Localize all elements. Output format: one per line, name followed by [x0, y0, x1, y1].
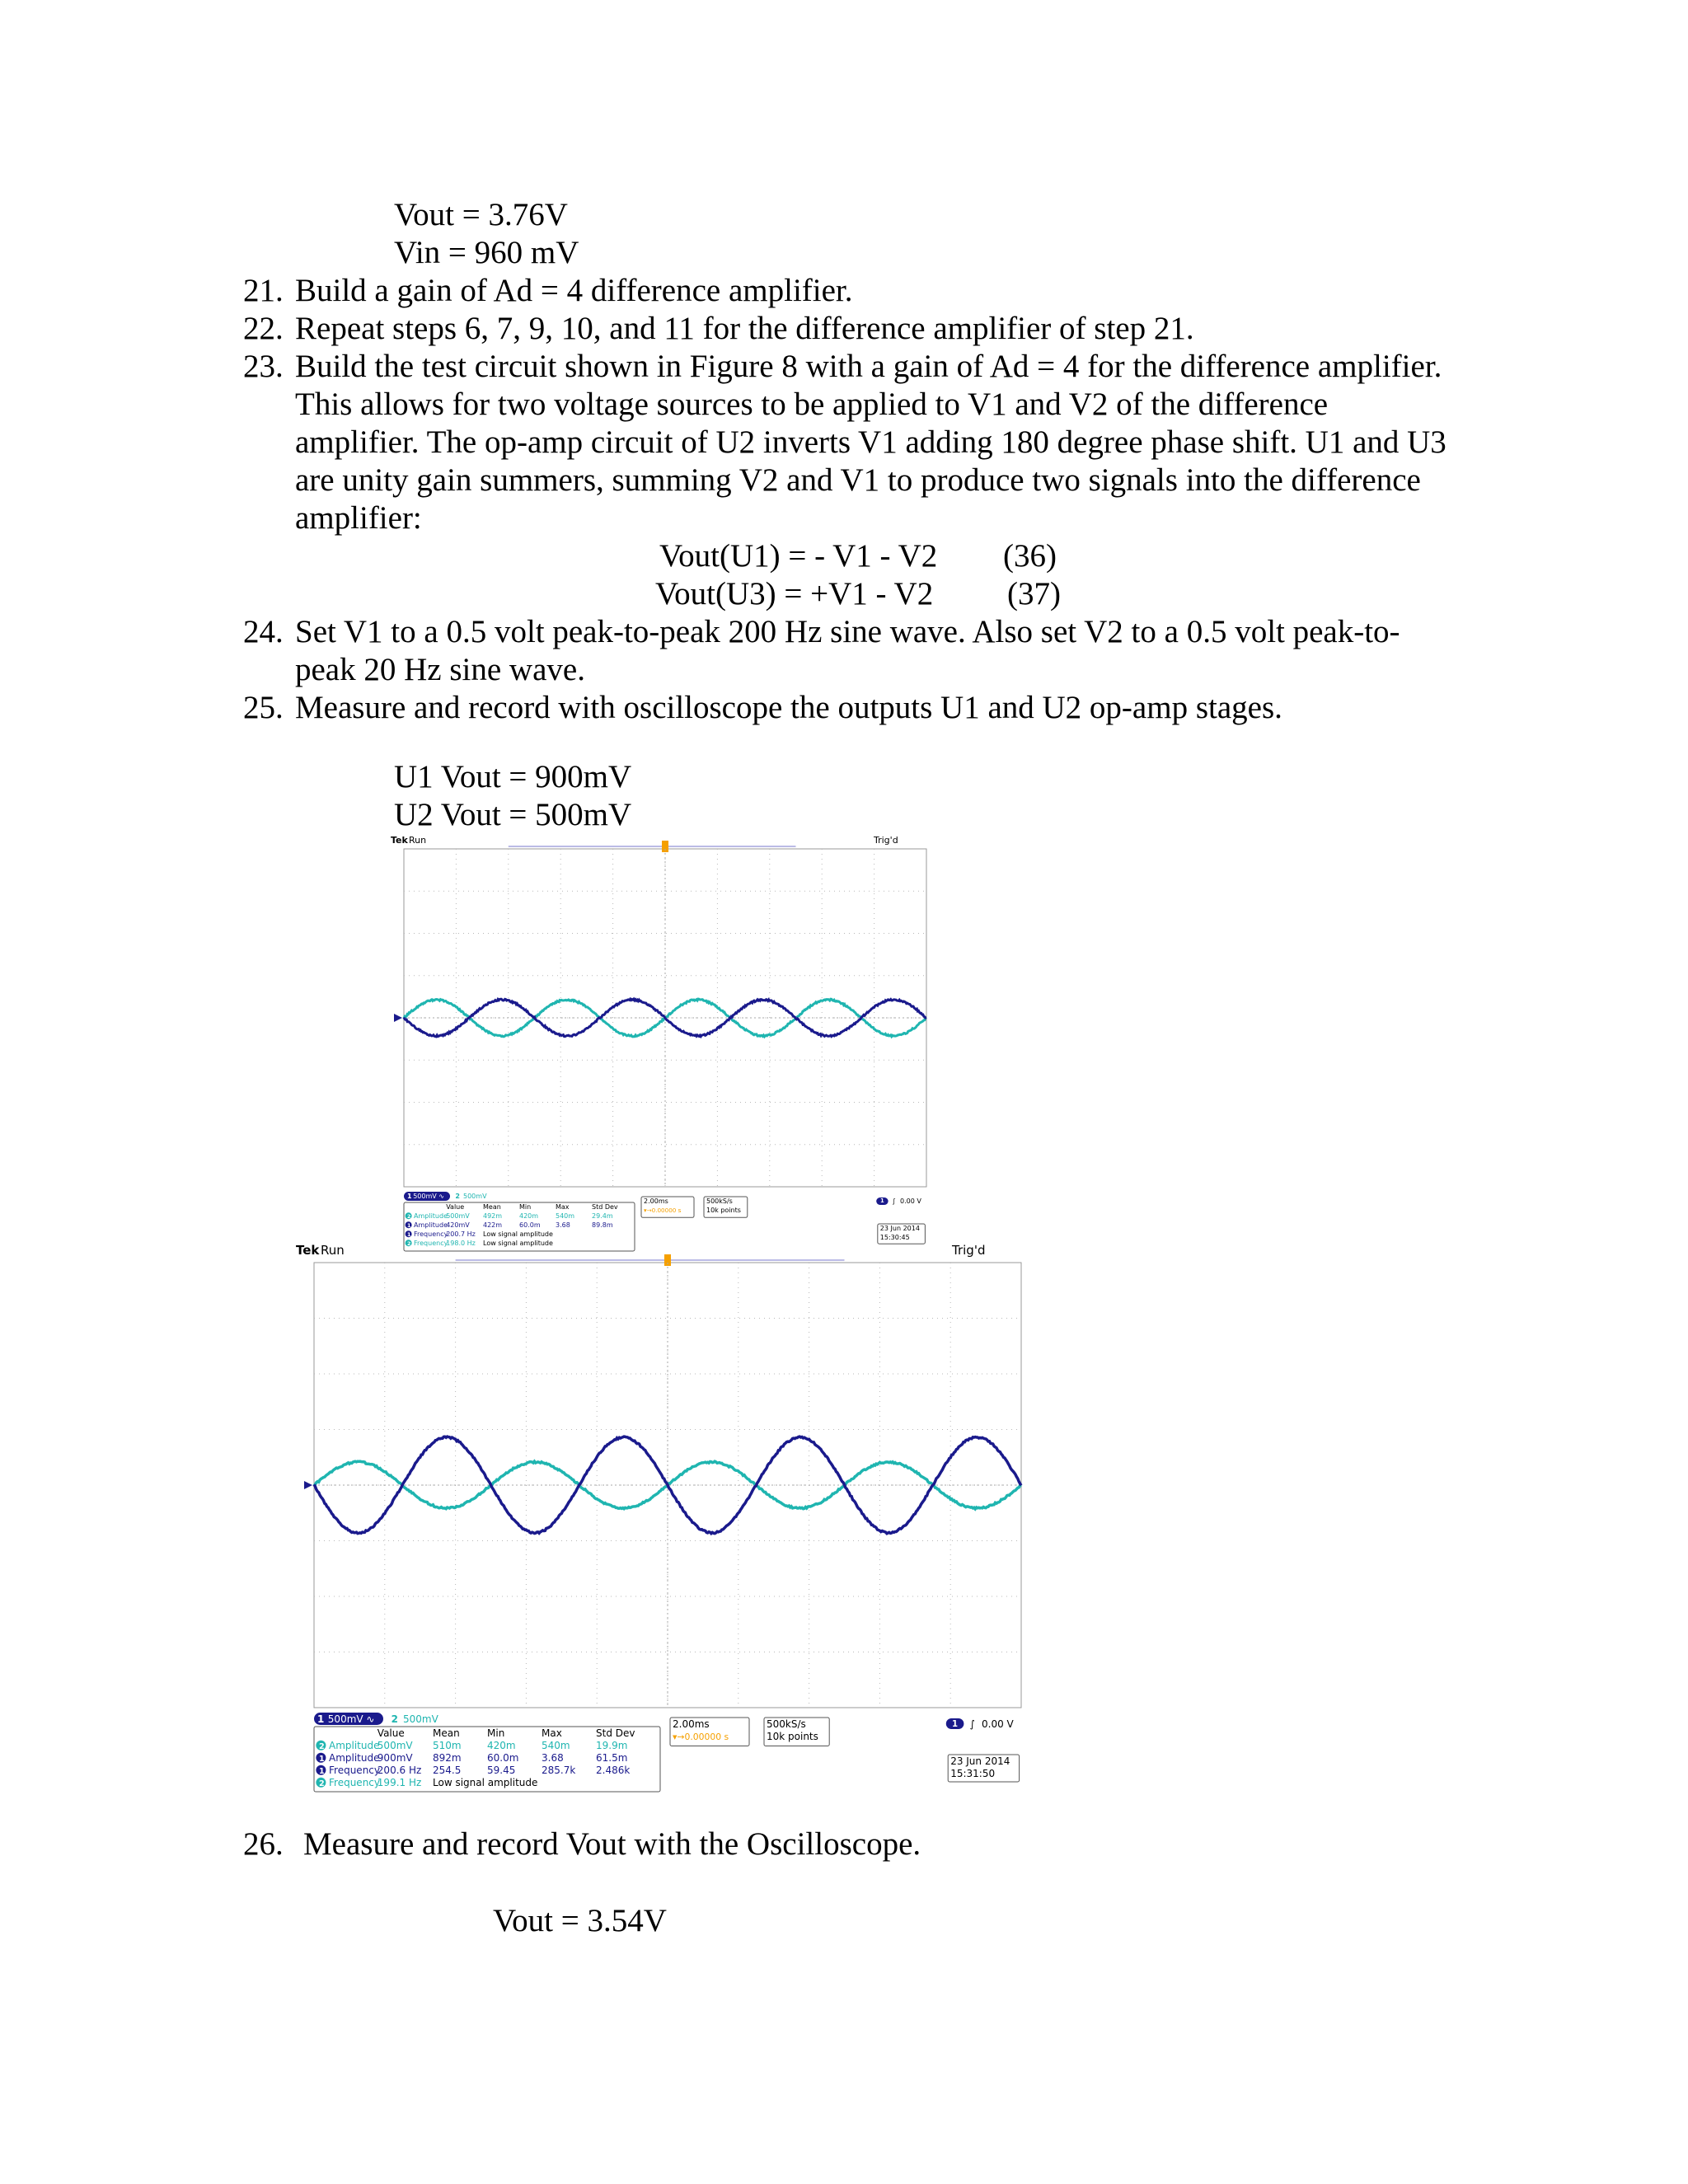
oscilloscope-capture-1 [387, 828, 931, 1247]
measurement-min: 59.45 [487, 1765, 516, 1776]
measurement-name: Amplitude [329, 1740, 380, 1751]
measurement-mean: 510m [433, 1740, 462, 1751]
vin-reading-1: Vin = 960 mV [394, 235, 579, 270]
equation-37: Vout(U3) = +V1 - V2 [655, 576, 934, 612]
measurement-max: 3.68 [542, 1752, 564, 1764]
measurement-header: Std Dev [592, 1203, 618, 1211]
measurement-std: 89.8m [592, 1221, 613, 1229]
measurement-value: 198.0 Hz [446, 1240, 476, 1247]
measurement-header: Mean [483, 1203, 501, 1211]
ch1-scale: 500mV ∿ [327, 1713, 375, 1725]
measurement-header: Value [446, 1203, 465, 1211]
run-status: Run [321, 1243, 345, 1258]
ch1-badge: 1 [317, 1713, 325, 1725]
ch1-badge: 1 [407, 1193, 412, 1200]
ch1-scale: 500mV ∿ [413, 1193, 444, 1200]
channel-badge-number: 2 [407, 1240, 411, 1247]
ground-marker [304, 1481, 312, 1489]
measurement-min: 420m [519, 1212, 539, 1220]
step-text: Build a gain of Ad = 4 difference amplifier. [295, 273, 853, 308]
measurement-min: 420m [487, 1740, 516, 1751]
measurement-value: 500mV [377, 1740, 413, 1751]
measurement-mean: 422m [483, 1221, 503, 1229]
measurement-name: Frequency [329, 1777, 380, 1788]
measurement-value: 200.7 Hz [446, 1230, 476, 1238]
step-number: 26. [243, 1826, 284, 1862]
equation-36: Vout(U1) = - V1 - V2 [659, 538, 938, 574]
step-text: Measure and record Vout with the Oscilloscope. [303, 1826, 921, 1862]
record-length: 10k points [706, 1207, 741, 1214]
scope-2-display [293, 1236, 1026, 1797]
capture-date: 23 Jun 2014 [879, 1225, 920, 1232]
measurement-max: 3.68 [556, 1221, 570, 1229]
measurement-header: Min [487, 1727, 505, 1739]
capture-time: 15:30:45 [879, 1234, 910, 1241]
channel-badge-number: 1 [407, 1222, 411, 1229]
step-26 [243, 1825, 921, 1863]
trigger-status: Trig'd [952, 1243, 986, 1258]
step-22 [243, 310, 1194, 348]
step-text: Repeat steps 6, 7, 9, 10, and 11 for the difference amplifier of step 21. [295, 311, 1194, 346]
step-number: 23. [243, 349, 284, 384]
measurement-max: 540m [542, 1740, 570, 1751]
measurement-std: 19.9m [596, 1740, 628, 1751]
step-23-line-3: amplifier. The op-amp circuit of U2 inverts V1 adding 180 degree phase shift. U1 and U3 [295, 424, 1447, 460]
step-23-line-2: This allows for two voltage sources to be applied to V1 and V2 of the difference [295, 387, 1329, 422]
trigger-status: Trig'd [874, 835, 898, 846]
measurement-name: Amplitude [329, 1752, 380, 1764]
ch2-scale: 500mV [463, 1193, 487, 1200]
oscilloscope-capture-2 [293, 1236, 1026, 1797]
timebase: 2.00ms [644, 1197, 668, 1205]
measurement-name: Amplitude [414, 1221, 448, 1229]
measurement-max: 540m [556, 1212, 575, 1220]
time-offset: ▾→0.00000 s [644, 1207, 682, 1214]
channel-badge-number: 1 [319, 1755, 325, 1764]
step-text: Set V1 to a 0.5 volt peak-to-peak 200 Hz sine wave. Also set V2 to a 0.5 volt peak-to- [295, 614, 1400, 649]
step-number: 22. [243, 311, 284, 346]
step-21 [243, 272, 853, 310]
step-text: Measure and record with oscilloscope the outputs U1 and U2 op-amp stages. [295, 690, 1282, 725]
measurement-header: Max [556, 1203, 570, 1211]
channel-badge-number: 2 [319, 1779, 325, 1788]
trigger-level: 0.00 V [900, 1197, 921, 1205]
measurement-min: 60.0m [519, 1221, 541, 1229]
measurement-std: 2.486k [596, 1765, 631, 1776]
measurement-name: Amplitude [414, 1212, 448, 1220]
vout-reading-1: Vout = 3.76V [394, 197, 568, 232]
measurement-value: 199.1 Hz [377, 1777, 422, 1788]
step-number: 25. [243, 690, 284, 725]
channel-badge-number: 1 [319, 1767, 325, 1776]
trigger-source: 1 [880, 1197, 884, 1204]
measurement-value: 500mV [446, 1212, 470, 1220]
measurement-mean: 892m [433, 1752, 462, 1764]
scope-2-readouts [314, 1713, 1020, 1792]
ch2-scale: 500mV [403, 1713, 438, 1725]
time-offset: ▾→0.00000 s [673, 1732, 729, 1742]
capture-date: 23 Jun 2014 [950, 1755, 1010, 1767]
measurement-mean: 254.5 [433, 1765, 462, 1776]
measurement-value: 900mV [377, 1752, 413, 1764]
step-25 [243, 689, 1282, 727]
u2-vout-reading: U2 Vout = 500mV [394, 797, 632, 832]
measurement-min: 60.0m [487, 1752, 519, 1764]
scope-2-graticule [304, 1254, 1021, 1708]
measurement-mean: Low signal amplitude [483, 1230, 553, 1238]
measurement-header: Min [519, 1203, 532, 1211]
trigger-slope-icon: ∫ [892, 1197, 896, 1205]
measurement-header: Std Dev [596, 1727, 635, 1739]
equation-36-number: (36) [1003, 538, 1057, 574]
ground-marker [394, 1014, 402, 1022]
ch2-badge: 2 [455, 1193, 460, 1200]
measurement-name: Frequency [414, 1230, 448, 1238]
record-length: 10k points [767, 1731, 818, 1742]
step-24 [243, 613, 1400, 651]
measurement-mean: Low signal amplitude [483, 1240, 553, 1247]
measurement-header: Mean [433, 1727, 460, 1739]
step-24-line-2: peak 20 Hz sine wave. [295, 652, 585, 687]
step-23-line-4: are unity gain summers, summing V2 and V1 to produce two signals into the difference [295, 462, 1421, 498]
tek-brand: Tek [391, 835, 408, 846]
step-23-line-5: amplifier: [295, 500, 422, 536]
step-23 [243, 348, 1442, 386]
ch2-badge: 2 [391, 1713, 398, 1725]
scope-1-display [387, 828, 931, 1247]
sample-rate: 500kS/s [706, 1197, 733, 1205]
capture-time: 15:31:50 [950, 1768, 996, 1779]
tek-brand: Tek [296, 1243, 320, 1258]
step-text: Build the test circuit shown in Figure 8 with a gain of Ad = 4 for the difference amplifier. [295, 349, 1442, 384]
measurement-value: 200.6 Hz [377, 1765, 422, 1776]
u1-vout-reading: U1 Vout = 900mV [394, 759, 632, 794]
channel-badge-number: 2 [407, 1213, 411, 1220]
measurement-mean: 492m [483, 1212, 503, 1220]
measurement-name: Frequency [414, 1240, 448, 1247]
run-status: Run [409, 835, 427, 846]
sample-rate: 500kS/s [767, 1718, 806, 1730]
step-number: 24. [243, 614, 284, 649]
measurement-name: Frequency [329, 1765, 380, 1776]
timebase: 2.00ms [673, 1718, 710, 1730]
trigger-slope-icon: ∫ [969, 1718, 975, 1730]
measurement-mean: Low signal amplitude [433, 1777, 538, 1788]
measurement-value: 420mV [446, 1221, 470, 1229]
step-number: 21. [243, 273, 284, 308]
measurement-std: 29.4m [592, 1212, 613, 1220]
channel-badge-number: 2 [319, 1742, 325, 1751]
measurement-std: 61.5m [596, 1752, 628, 1764]
measurement-header: Value [377, 1727, 405, 1739]
trigger-level: 0.00 V [982, 1718, 1014, 1730]
channel-badge-number: 1 [407, 1231, 411, 1238]
trigger-source: 1 [952, 1720, 959, 1729]
measurement-max: 285.7k [542, 1765, 576, 1776]
measurement-header: Max [542, 1727, 562, 1739]
equation-37-number: (37) [1007, 576, 1061, 612]
vout-reading-2: Vout = 3.54V [493, 1903, 667, 1938]
